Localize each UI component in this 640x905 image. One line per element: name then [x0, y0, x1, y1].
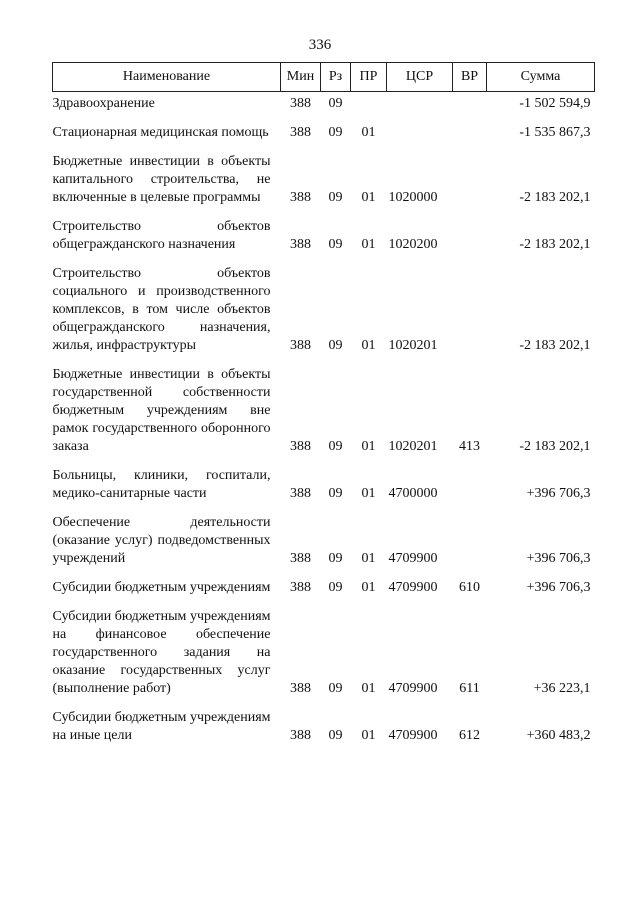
row-vr: 413 [459, 439, 480, 454]
row-rz: 09 [328, 551, 343, 566]
row-vr [453, 459, 487, 506]
row-name: Субсидии бюджетным учреждениям [52, 580, 271, 595]
row-min: 388 [290, 96, 311, 111]
row-name: Здравоохранение [52, 96, 155, 111]
row-sum: +396 706,3 [526, 580, 591, 595]
budget-table [52, 62, 595, 748]
row-pr: 01 [361, 551, 376, 566]
row-min: 388 [290, 237, 311, 252]
row-rz: 09 [328, 486, 343, 501]
row-sum: -1 535 867,3 [519, 125, 591, 140]
row-min: 388 [290, 551, 311, 566]
row-pr: 01 [361, 237, 376, 252]
row-csr: 1020200 [388, 237, 438, 252]
row-name: Субсидии бюджетным учреждениям на финансовое обеспечение государственного задания на оказание государственных услуг (выполнение работ) [52, 609, 271, 696]
row-rz: 09 [328, 681, 343, 696]
table-row [53, 257, 595, 358]
row-name: Обеспечение деятельности (оказание услуг) подведомственных учреждений [52, 515, 271, 566]
row-rz: 09 [328, 237, 343, 252]
header-vr: ВР [453, 63, 487, 92]
row-vr [453, 257, 487, 358]
row-min: 388 [290, 439, 311, 454]
row-csr [387, 92, 453, 117]
row-vr [453, 116, 487, 145]
row-vr [453, 92, 487, 117]
row-vr [453, 145, 487, 210]
table-row [53, 506, 595, 571]
header-sum: Сумма [487, 63, 595, 92]
row-sum: +36 223,1 [533, 681, 591, 696]
table-row [53, 701, 595, 748]
row-min: 388 [290, 580, 311, 595]
table-row [53, 116, 595, 145]
row-min: 388 [290, 190, 311, 205]
header-name: Наименование [53, 63, 281, 92]
page-number: 336 [308, 37, 332, 53]
row-vr: 611 [459, 681, 480, 696]
row-sum: +396 706,3 [526, 551, 591, 566]
row-sum: -2 183 202,1 [519, 190, 591, 205]
row-pr: 01 [361, 681, 376, 696]
row-min: 388 [290, 486, 311, 501]
row-sum: -2 183 202,1 [519, 439, 591, 454]
row-name: Строительство объектов общегражданского назначения [52, 219, 271, 252]
row-pr: 01 [361, 486, 376, 501]
table-row [53, 92, 595, 117]
row-csr: 4700000 [388, 486, 438, 501]
row-rz: 09 [328, 190, 343, 205]
row-pr: 01 [361, 338, 376, 353]
table-header [53, 63, 595, 92]
row-pr: 01 [361, 439, 376, 454]
row-csr: 1020000 [388, 190, 438, 205]
row-rz: 09 [328, 439, 343, 454]
table-row [53, 358, 595, 459]
table-body [53, 92, 595, 749]
header-pr: ПР [351, 63, 387, 92]
row-csr [387, 116, 453, 145]
row-min: 388 [290, 338, 311, 353]
row-vr [453, 210, 487, 257]
row-pr: 01 [361, 190, 376, 205]
header-min: Мин [281, 63, 321, 92]
table-row [53, 459, 595, 506]
row-rz: 09 [328, 728, 343, 743]
row-sum: -1 502 594,9 [519, 96, 591, 111]
header-rz: Рз [321, 63, 351, 92]
row-vr [453, 506, 487, 571]
row-rz: 09 [328, 125, 343, 140]
row-min: 388 [290, 125, 311, 140]
row-sum: +396 706,3 [526, 486, 591, 501]
row-rz: 09 [328, 580, 343, 595]
row-name: Бюджетные инвестиции в объекты капитального строительства, не включенные в целевые программы [52, 154, 271, 205]
row-csr: 4709900 [388, 551, 438, 566]
row-sum: -2 183 202,1 [519, 237, 591, 252]
row-name: Строительство объектов социального и производственного комплексов, в том числе объектов общегражданского назначения, жилья, инфраструктуры [52, 266, 271, 353]
table-row [53, 571, 595, 600]
row-vr: 610 [459, 580, 480, 595]
row-name: Стационарная медицинская помощь [52, 125, 269, 140]
table-row [53, 600, 595, 701]
row-csr: 4709900 [388, 681, 438, 696]
row-pr: 01 [361, 728, 376, 743]
row-pr [351, 92, 387, 117]
header-csr: ЦСР [387, 63, 453, 92]
row-csr: 4709900 [388, 580, 438, 595]
row-rz: 09 [328, 96, 343, 111]
row-sum: +360 483,2 [526, 728, 591, 743]
row-csr: 1020201 [388, 439, 438, 454]
table-row [53, 210, 595, 257]
row-pr: 01 [361, 580, 376, 595]
row-min: 388 [290, 728, 311, 743]
row-name: Бюджетные инвестиции в объекты государственной собственности бюджетным учреждениям вне рамок государственного оборонного заказа [52, 367, 271, 454]
row-name: Субсидии бюджетным учреждениям на иные цели [52, 710, 271, 743]
row-name: Больницы, клиники, госпитали, медико-санитарные части [52, 468, 271, 501]
row-csr: 1020201 [388, 338, 438, 353]
row-pr: 01 [361, 125, 376, 140]
row-min: 388 [290, 681, 311, 696]
row-csr: 4709900 [388, 728, 438, 743]
row-rz: 09 [328, 338, 343, 353]
row-vr: 612 [459, 728, 480, 743]
table-row [53, 145, 595, 210]
row-sum: -2 183 202,1 [519, 338, 591, 353]
